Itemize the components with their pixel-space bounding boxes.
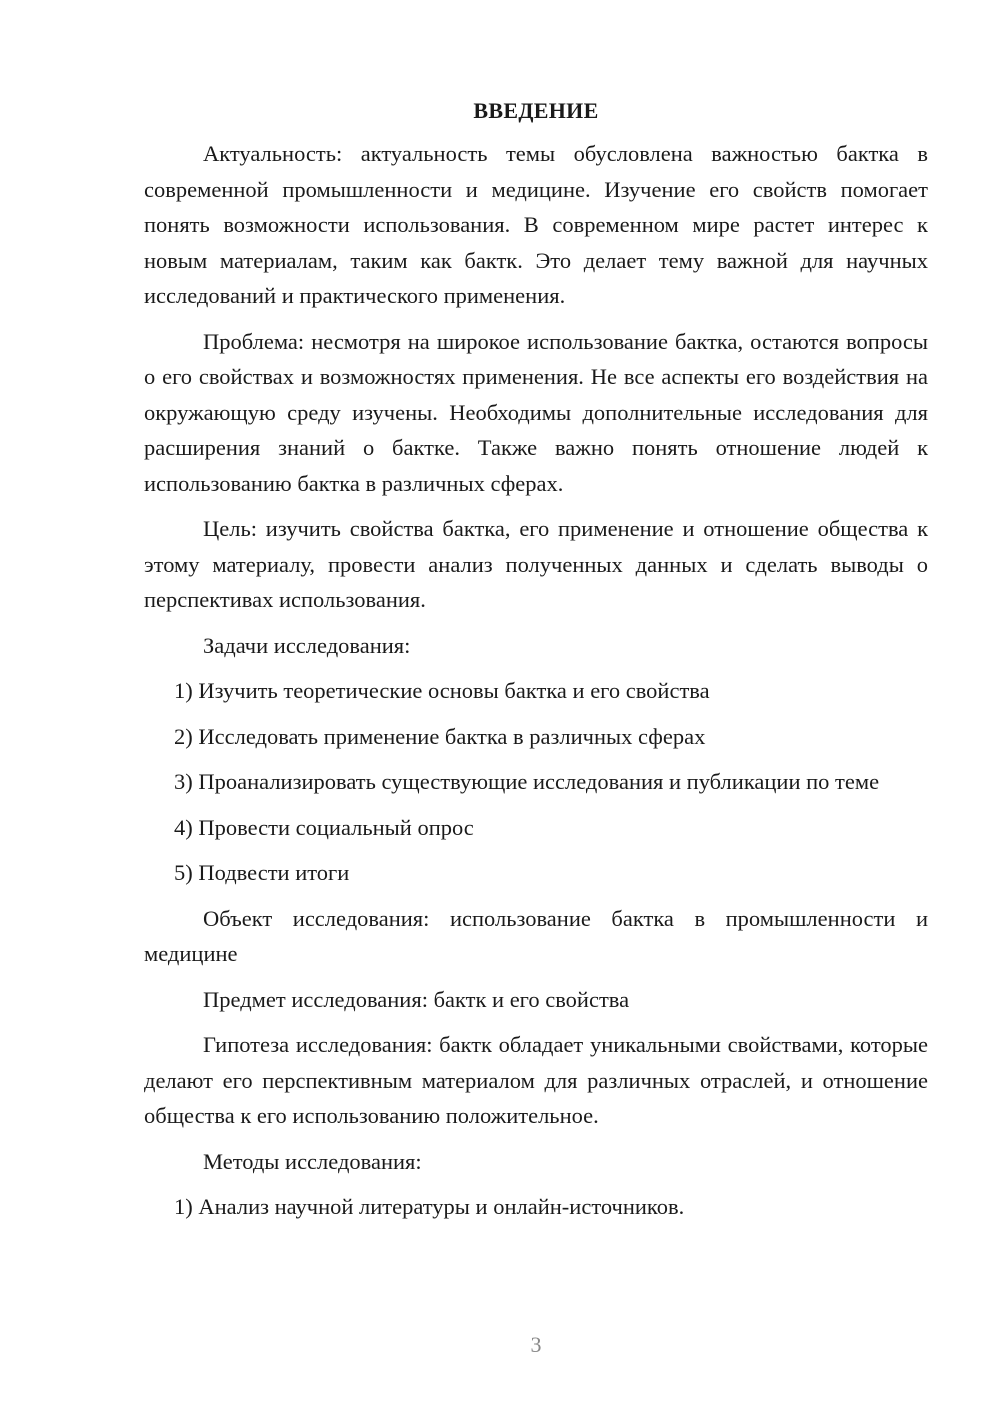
task-item: 2) Исследовать применение бактка в различных сферах (174, 723, 706, 749)
relevance-paragraph: Актуальность: актуальность темы обусловлена важностью бактка в современной промышленности и медицине. Изучение его свойств помогает понять возможности использования. В современном мире растет интерес к новым материалам, таким как бактк. Это делает тему важной для научных исследований и практического применения. (144, 141, 928, 308)
page-number: 3 (530, 1332, 542, 1357)
task-item: 4) Провести социальный опрос (174, 814, 474, 840)
problem-paragraph: Проблема: несмотря на широкое использование бактка, остаются вопросы о его свойствах и возможностях применения. Не все аспекты его воздействия на окружающую среду изучены. Необходимы дополнительные исследования для расширения знаний о бактке. Также важно понять отношение людей к использованию бактка в различных сферах. (144, 328, 928, 496)
method-item: 1) Анализ научной литературы и онлайн-источников. (174, 1194, 685, 1219)
section-title: ВВЕДЕНИЕ (473, 98, 599, 123)
task-item: 5) Подвести итоги (174, 860, 350, 885)
subject-paragraph: Предмет исследования: бактк и его свойства (203, 986, 630, 1012)
object-paragraph: Объект исследования: использование бактка в промышленности и медицине (144, 905, 928, 966)
tasks-heading: Задачи исследования: (203, 632, 411, 658)
hypothesis-paragraph: Гипотеза исследования: бактк обладает уникальными свойствами, которые делают его перспективным материалом для различных отраслей, и отношение общества к его использованию положительное. (144, 1032, 928, 1128)
task-item: 1) Изучить теоретические основы бактка и его свойства (174, 678, 710, 703)
goal-paragraph: Цель: изучить свойства бактка, его применение и отношение общества к этому материалу, провести анализ полученных данных и сделать выводы о перспективах использования. (144, 516, 928, 612)
methods-heading: Методы исследования: (203, 1148, 422, 1174)
document-page (144, 96, 928, 1235)
task-item: 3) Проанализировать существующие исследования и публикации по теме (174, 769, 880, 794)
